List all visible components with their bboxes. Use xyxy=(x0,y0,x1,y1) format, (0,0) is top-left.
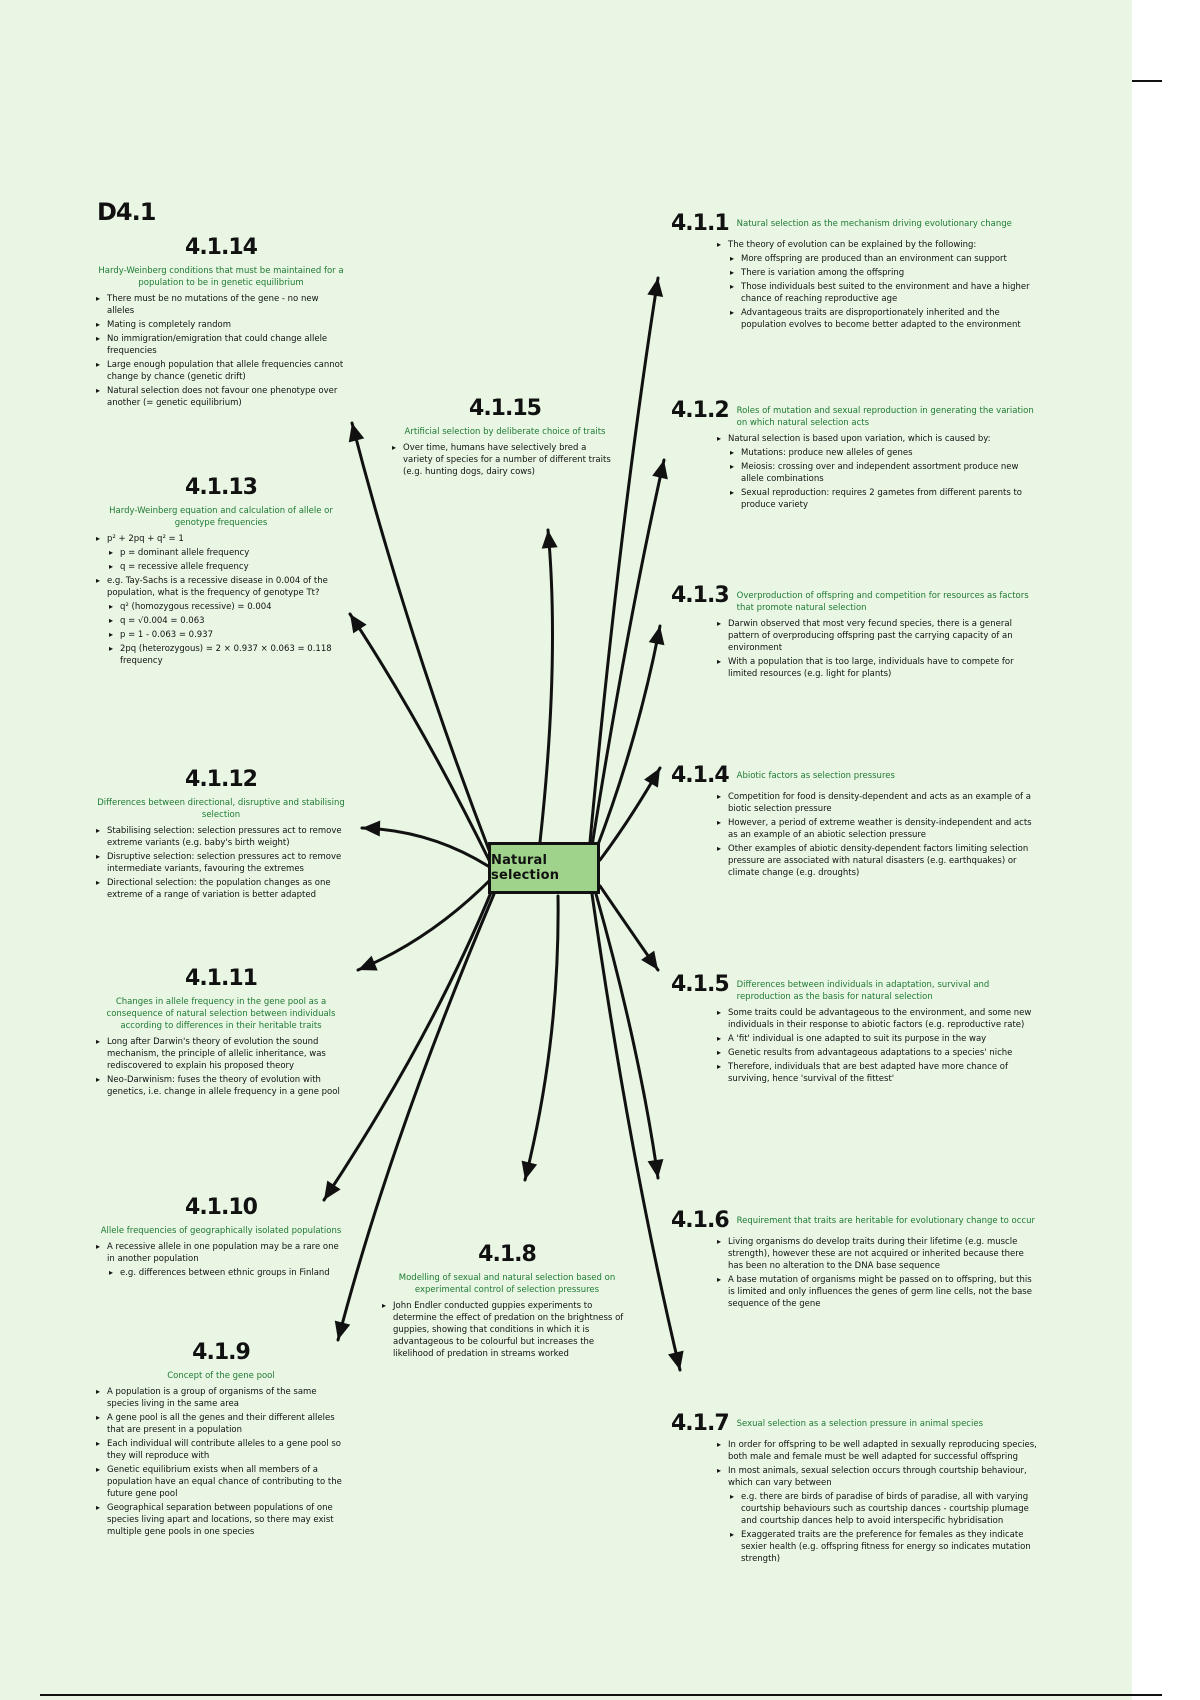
bullet-point: ▸ There must be no mutations of the gene - no new alleles xyxy=(96,293,346,317)
arrow-to-4-1-6 xyxy=(596,894,658,1178)
bullet-point: ▸ A 'fit' individual is one adapted to suit its purpose in the way xyxy=(717,1033,1041,1045)
arrow-to-4-1-3 xyxy=(596,626,660,850)
page-heading: D4.1 xyxy=(97,198,156,226)
topic-4-1-15 xyxy=(392,398,618,480)
topic-title: Natural selection as the mechanism driving evolutionary change xyxy=(736,219,1012,229)
bullet-point: ▸ Other examples of abiotic density-dependent factors limiting selection pressure are associated with natural disasters (e.g. earthquakes) or climate change (e.g. droughts) xyxy=(717,843,1041,879)
arrowhead xyxy=(648,1159,664,1178)
arrowhead xyxy=(335,1321,350,1340)
topic-4-1-7 xyxy=(671,1413,1041,1567)
arrowhead xyxy=(668,1351,684,1370)
topic-4-1-10 xyxy=(96,1197,346,1281)
topic-4-1-12 xyxy=(96,769,346,903)
bullet-point: ▸ More offspring are produced than an environment can support xyxy=(730,253,1041,265)
bullet-point: ▸ p = dominant allele frequency xyxy=(109,547,346,559)
topic-title: Artificial selection by deliberate choice of traits xyxy=(404,427,606,437)
arrowhead xyxy=(350,614,367,633)
topic-title: Overproduction of offspring and competition for resources as factors that promote natural selection xyxy=(736,591,1029,613)
topic-4-1-6 xyxy=(671,1210,1041,1312)
topic-title: Modelling of sexual and natural selection based on experimental control of selection pressures xyxy=(398,1273,616,1295)
arrowhead xyxy=(641,951,658,970)
bullet-point: ▸ No immigration/emigration that could change allele frequencies xyxy=(96,333,346,357)
topic-4-1-11 xyxy=(96,968,346,1100)
bullet-point: ▸ There is variation among the offspring xyxy=(730,267,1041,279)
bullet-point: ▸ Therefore, individuals that are best adapted have more chance of surviving, hence 'survival of the fittest' xyxy=(717,1061,1041,1085)
bullet-point: ▸ q² (homozygous recessive) = 0.004 xyxy=(109,601,346,613)
topic-number: 4.1.12 xyxy=(185,767,257,792)
arrowhead xyxy=(349,423,364,442)
bullet-point: ▸ q = recessive allele frequency xyxy=(109,561,346,573)
arrow-to-4-1-8 xyxy=(525,896,558,1180)
bullet-point: ▸ Mutations: produce new alleles of genes xyxy=(730,447,1041,459)
topic-4-1-8 xyxy=(382,1244,632,1362)
bullet-point: ▸ p = 1 - 0.063 = 0.937 xyxy=(109,629,346,641)
bullet-point: ▸ However, a period of extreme weather is density-independent and acts as an example of an abiotic selection pressure xyxy=(717,817,1041,841)
topic-number: 4.1.7 xyxy=(671,1411,729,1436)
arrow-to-4-1-10 xyxy=(324,890,492,1200)
bullet-point: ▸ Geographical separation between populations of one species living apart and locations, so there may exist multiple gene pools in one species xyxy=(96,1502,346,1538)
bullet-point: ▸ Those individuals best suited to the environment and have a higher chance of reaching reproductive age xyxy=(730,281,1041,305)
topic-number: 4.1.14 xyxy=(185,235,257,260)
bullet-point: ▸ John Endler conducted guppies experiments to determine the effect of predation on the brightness of guppies, showing that conditions in which it is advantageous to be colourful but increases the likelihood of predation in streams worked xyxy=(382,1300,632,1360)
bullet-point: ▸ With a population that is too large, individuals have to compete for limited resources (e.g. light for plants) xyxy=(717,656,1041,680)
topic-title: Changes in allele frequency in the gene pool as a consequence of natural selection between individuals according to differences in their heritable traits xyxy=(106,997,336,1031)
topic-title: Hardy-Weinberg equation and calculation of allele or genotype frequencies xyxy=(109,506,333,528)
arrow-to-4-1-12 xyxy=(362,828,488,866)
arrowhead xyxy=(362,821,380,837)
bullet-point: ▸ Over time, humans have selectively bred a variety of species for a number of different traits (e.g. hunting dogs, dairy cows) xyxy=(392,442,618,478)
bullet-point: ▸ Competition for food is density-dependent and acts as an example of a biotic selection pressure xyxy=(717,791,1041,815)
bullet-point: ▸ Meiosis: crossing over and independent assortment produce new allele combinations xyxy=(730,461,1041,485)
bullet-point: ▸ A base mutation of organisms might be passed on to offspring, but this is limited and only influences the genes of germ line cells, not the base sequence of the gene xyxy=(717,1274,1041,1310)
bullet-point: ▸ Mating is completely random xyxy=(96,319,346,331)
bullet-point: ▸ Some traits could be advantageous to the environment, and some new individuals in their response to abiotic factors (e.g. reproductive rate) xyxy=(717,1007,1041,1031)
bullet-point: ▸ Living organisms do develop traits during their lifetime (e.g. muscle strength), however these are not acquired or inherited because there has been no alteration to the DNA base sequence xyxy=(717,1236,1041,1272)
bullet-point: ▸ Neo-Darwinism: fuses the theory of evolution with genetics, i.e. change in allele frequency in a gene pool xyxy=(96,1074,346,1098)
bullet-point: ▸ 2pq (heterozygous) = 2 × 0.937 × 0.063 = 0.118 frequency xyxy=(109,643,346,667)
bullet-point: ▸ A population is a group of organisms of the same species living in the same area xyxy=(96,1386,346,1410)
topic-number: 4.1.1 xyxy=(671,211,729,236)
topic-4-1-3 xyxy=(671,585,1041,682)
bullet-point: ▸ Long after Darwin's theory of evolution the sound mechanism, the principle of allelic inheritance, was rediscovered to explain his proposed theory xyxy=(96,1036,346,1072)
arrow-to-4-1-11 xyxy=(358,880,490,970)
bullet-point: ▸ A recessive allele in one population may be a rare one in another population xyxy=(96,1241,346,1265)
bullet-point: ▸ q = √0.004 = 0.063 xyxy=(109,615,346,627)
topic-4-1-13 xyxy=(96,477,346,669)
arrowhead xyxy=(647,278,663,297)
topic-number: 4.1.5 xyxy=(671,972,729,997)
bullet-point: ▸ Stabilising selection: selection pressures act to remove extreme variants (e.g. baby's birth weight) xyxy=(96,825,346,849)
arrow-to-4-1-14 xyxy=(352,423,492,858)
topic-number: 4.1.9 xyxy=(192,1340,250,1365)
bullet-point: ▸ p² + 2pq + q² = 1 xyxy=(96,533,346,545)
topic-number: 4.1.13 xyxy=(185,475,257,500)
topic-number: 4.1.4 xyxy=(671,763,729,788)
central-topic-box xyxy=(488,842,600,894)
bullet-point: ▸ Exaggerated traits are the preference for females as they indicate sexier health (e.g. offspring fitness for energy so indicates mutation strength) xyxy=(730,1529,1041,1565)
topic-title: Differences between individuals in adaptation, survival and reproduction as the basis for natural selection xyxy=(736,980,990,1002)
bullet-point: ▸ In most animals, sexual selection occurs through courtship behaviour, which can vary between xyxy=(717,1465,1041,1489)
bullet-point: ▸ Genetic results from advantageous adaptations to a species' niche xyxy=(717,1047,1041,1059)
bullet-point: ▸ In order for offspring to be well adapted in sexually reproducing species, both male and female must be well adapted for successful offspring xyxy=(717,1439,1041,1463)
topic-title: Sexual selection as a selection pressure in animal species xyxy=(736,1419,983,1429)
topic-4-1-2 xyxy=(671,400,1041,513)
topic-number: 4.1.8 xyxy=(478,1242,536,1267)
bullet-point: ▸ Darwin observed that most very fecund species, there is a general pattern of overproducing offspring past the carrying capacity of an environment xyxy=(717,618,1041,654)
central-topic-label: Natural selection xyxy=(491,853,560,883)
bullet-point: ▸ A gene pool is all the genes and their different alleles that are present in a population xyxy=(96,1412,346,1436)
bullet-point: ▸ Large enough population that allele frequencies cannot change by chance (genetic drift) xyxy=(96,359,346,383)
bullet-point: ▸ Sexual reproduction: requires 2 gametes from different parents to produce variety xyxy=(730,487,1041,511)
bullet-point: ▸ Advantageous traits are disproportionately inherited and the population evolves to become better adapted to the environment xyxy=(730,307,1041,331)
topic-number: 4.1.10 xyxy=(185,1195,257,1220)
topic-4-1-9 xyxy=(96,1342,346,1540)
bullet-point: ▸ Natural selection does not favour one phenotype over another (= genetic equilibrium) xyxy=(96,385,346,409)
topic-4-1-1 xyxy=(671,213,1041,333)
bullet-point: ▸ e.g. there are birds of paradise of birds of paradise, all with varying courtship behaviours such as courtship dances - courtship plumage and courtship dances help to avoid interspecific hybridisation xyxy=(730,1491,1041,1527)
topic-4-1-5 xyxy=(671,974,1041,1087)
topic-4-1-14 xyxy=(96,237,346,411)
arrowhead xyxy=(644,768,660,788)
topic-number: 4.1.15 xyxy=(469,396,541,421)
topic-number: 4.1.3 xyxy=(671,583,729,608)
topic-number: 4.1.2 xyxy=(671,398,729,423)
topic-title: Concept of the gene pool xyxy=(167,1371,275,1381)
arrowhead xyxy=(522,1161,538,1180)
bullet-point: ▸ Genetic equilibrium exists when all members of a population have an equal chance of contributing to the future gene pool xyxy=(96,1464,346,1500)
arrowhead xyxy=(649,626,665,645)
topic-4-1-4 xyxy=(671,765,1041,881)
topic-title: Requirement that traits are heritable for evolutionary change to occur xyxy=(736,1216,1035,1226)
bullet-point: ▸ Disruptive selection: selection pressures act to remove intermediate variants, favouring the extremes xyxy=(96,851,346,875)
bullet-point: ▸ Directional selection: the population changes as one extreme of a range of variation is better adapted xyxy=(96,877,346,901)
arrow-to-4-1-15 xyxy=(540,530,553,842)
bullet-point: ▸ e.g. Tay-Sachs is a recessive disease in 0.004 of the population, what is the frequency of genotype Tt? xyxy=(96,575,346,599)
bullet-point: ▸ Natural selection is based upon variation, which is caused by: xyxy=(717,433,1041,445)
bullet-point: ▸ Each individual will contribute alleles to a gene pool so they will reproduce with xyxy=(96,1438,346,1462)
topic-title: Differences between directional, disruptive and stabilising selection xyxy=(97,798,345,820)
bullet-point: ▸ The theory of evolution can be explained by the following: xyxy=(717,239,1041,251)
topic-number: 4.1.6 xyxy=(671,1208,729,1233)
topic-title: Abiotic factors as selection pressures xyxy=(736,771,895,781)
topic-number: 4.1.11 xyxy=(185,966,257,991)
topic-title: Hardy-Weinberg conditions that must be maintained for a population to be in genetic equilibrium xyxy=(98,266,344,288)
topic-title: Roles of mutation and sexual reproduction in generating the variation on which natural selection acts xyxy=(736,406,1034,428)
arrowhead xyxy=(652,460,668,479)
bullet-point: ▸ e.g. differences between ethnic groups in Finland xyxy=(109,1267,346,1279)
topic-title: Allele frequencies of geographically isolated populations xyxy=(100,1226,342,1236)
arrow-to-4-1-1 xyxy=(590,278,658,842)
